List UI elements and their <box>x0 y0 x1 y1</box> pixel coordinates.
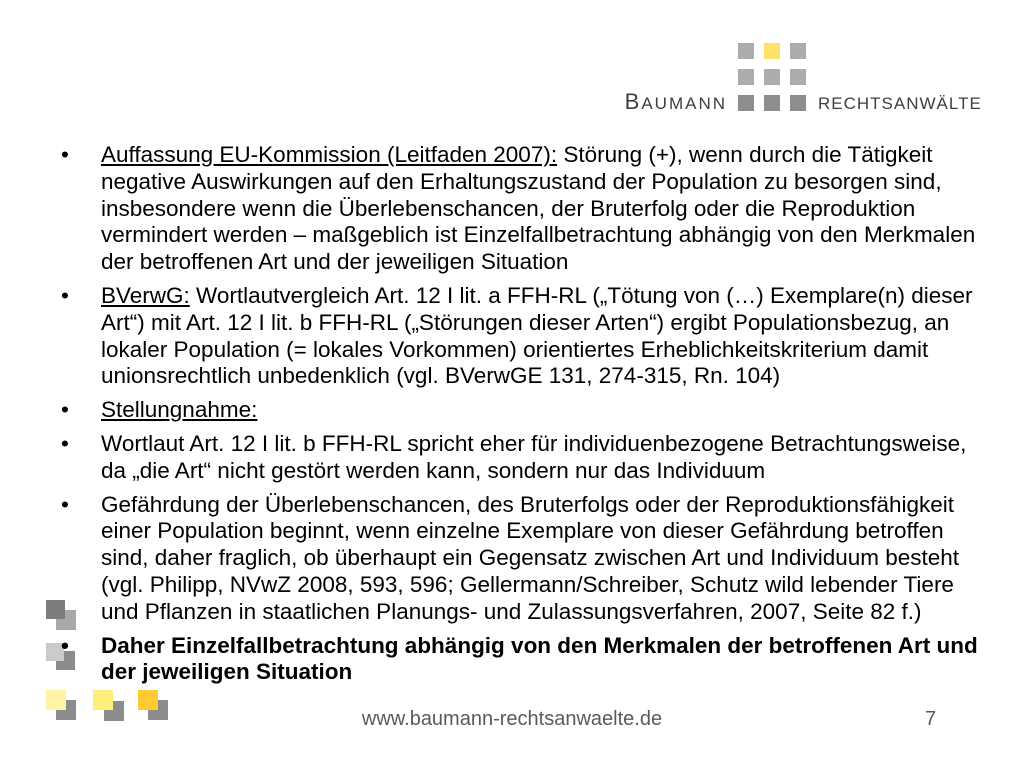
bullet-conclusion <box>61 632 978 687</box>
bullet-line: und Pflanzen in staatlichen Planungs- und Zulassungsverfahren, 2007, Seite 82 f.) <box>101 598 922 624</box>
bullet-gefaehrdung <box>61 491 978 626</box>
bullet-label: BVerwG: <box>101 282 190 308</box>
bullet-marker: • <box>61 282 69 308</box>
bullet-marker: • <box>61 491 69 517</box>
logo-firm-name: BAUMANN <box>624 89 727 114</box>
bullet-bverwg <box>61 282 978 390</box>
logo-square-gray <box>790 43 806 59</box>
logo-firm-suffix: RECHTSANWÄLTE <box>818 94 982 113</box>
bullet-line: da „die Art“ nicht gestört werden kann, sondern nur das Individuum <box>101 457 766 483</box>
logo-square-gray <box>764 69 780 85</box>
bullet-line: Gefährdung der Überlebenschancen, des Bruterfolgs oder der Reproduktionsfähigkeit <box>101 491 955 517</box>
bullet-line: Wortlaut Art. 12 I lit. b FFH-RL spricht eher für individuenbezogene Betrachtungsweise, <box>101 430 967 456</box>
bullet-marker: • <box>61 430 69 456</box>
bullet-line: (vgl. Philipp, NVwZ 2008, 593, 596; Gellermann/Schreiber, Schutz wild lebender Tiere <box>101 571 954 597</box>
bullet-marker: • <box>61 397 69 423</box>
bullet-wortlaut <box>61 430 978 485</box>
decor-square-dark-gray <box>46 600 65 619</box>
bullet-line: unionsrechtlich unbedenklich (vgl. BVerwGE 131, 274-315, Rn. 104) <box>101 363 781 389</box>
bullet-line: der betroffenen Art und der jeweiligen Situation <box>101 249 569 275</box>
bullet-line-text: Wortlautvergleich Art. 12 I lit. a FFH-RL („Tötung von (…) Exemplare(n) dieser <box>196 282 973 308</box>
footer-website: www.baumann-rechtsanwaelte.de <box>361 708 663 730</box>
bullet-line <box>101 397 978 424</box>
bullet-line: sind, daher fraglich, ob überhaupt ein Gegensatz zwischen Art und Individuum besteht <box>101 545 960 571</box>
logo-square-dark-gray <box>738 95 754 111</box>
bullet-stellungnahme <box>61 397 978 424</box>
bullet-line: der jeweiligen Situation <box>101 659 353 685</box>
logo-square-gray <box>738 69 754 85</box>
logo-square-dark-gray <box>790 95 806 111</box>
bullet-line: einer Population beginnt, wenn einzelne Exemplare von dieser Gefährdung betroffen <box>101 518 944 544</box>
bullet-list <box>61 142 978 686</box>
logo-square-dark-gray <box>764 95 780 111</box>
bullet-line-text: Störung (+), wenn durch die Tätigkeit <box>563 142 933 167</box>
bullet-marker: • <box>61 632 69 658</box>
bullet-line: negative Auswirkungen auf den Erhaltungszustand der Population zu besorgen sind, <box>101 168 942 194</box>
bullet-line <box>101 142 978 169</box>
bullet-line: vermindert werden – maßgeblich ist Einzelfallbetrachtung abhängig von den Merkmalen <box>101 222 976 248</box>
logo-square-gray <box>738 43 754 59</box>
bullet-label: Stellungnahme: <box>101 397 258 423</box>
bullet-line <box>101 283 978 310</box>
bullet-label: Auffassung EU-Kommission (Leitfaden 2007): <box>101 142 558 167</box>
bullet-eu-commission <box>61 142 978 276</box>
bullet-line: Art“) mit Art. 12 I lit. b FFH-RL („Störungen dieser Arten“) ergibt Populationsbezug, an <box>101 309 950 335</box>
page-number: 7 <box>925 708 937 730</box>
bullet-line: Daher Einzelfallbetrachtung abhängig von den Merkmalen der betroffenen Art und <box>101 632 978 658</box>
logo-square-yellow <box>764 43 780 59</box>
bullet-line: lokaler Population (= lokales Vorkommen) orientiertes Erheblichkeitskriterium damit <box>101 336 929 362</box>
logo-square-gray <box>790 69 806 85</box>
bullet-marker: • <box>61 142 69 167</box>
bullet-line: insbesondere wenn die Überlebenschancen, der Bruterfolg oder die Reproduktion <box>101 195 916 221</box>
